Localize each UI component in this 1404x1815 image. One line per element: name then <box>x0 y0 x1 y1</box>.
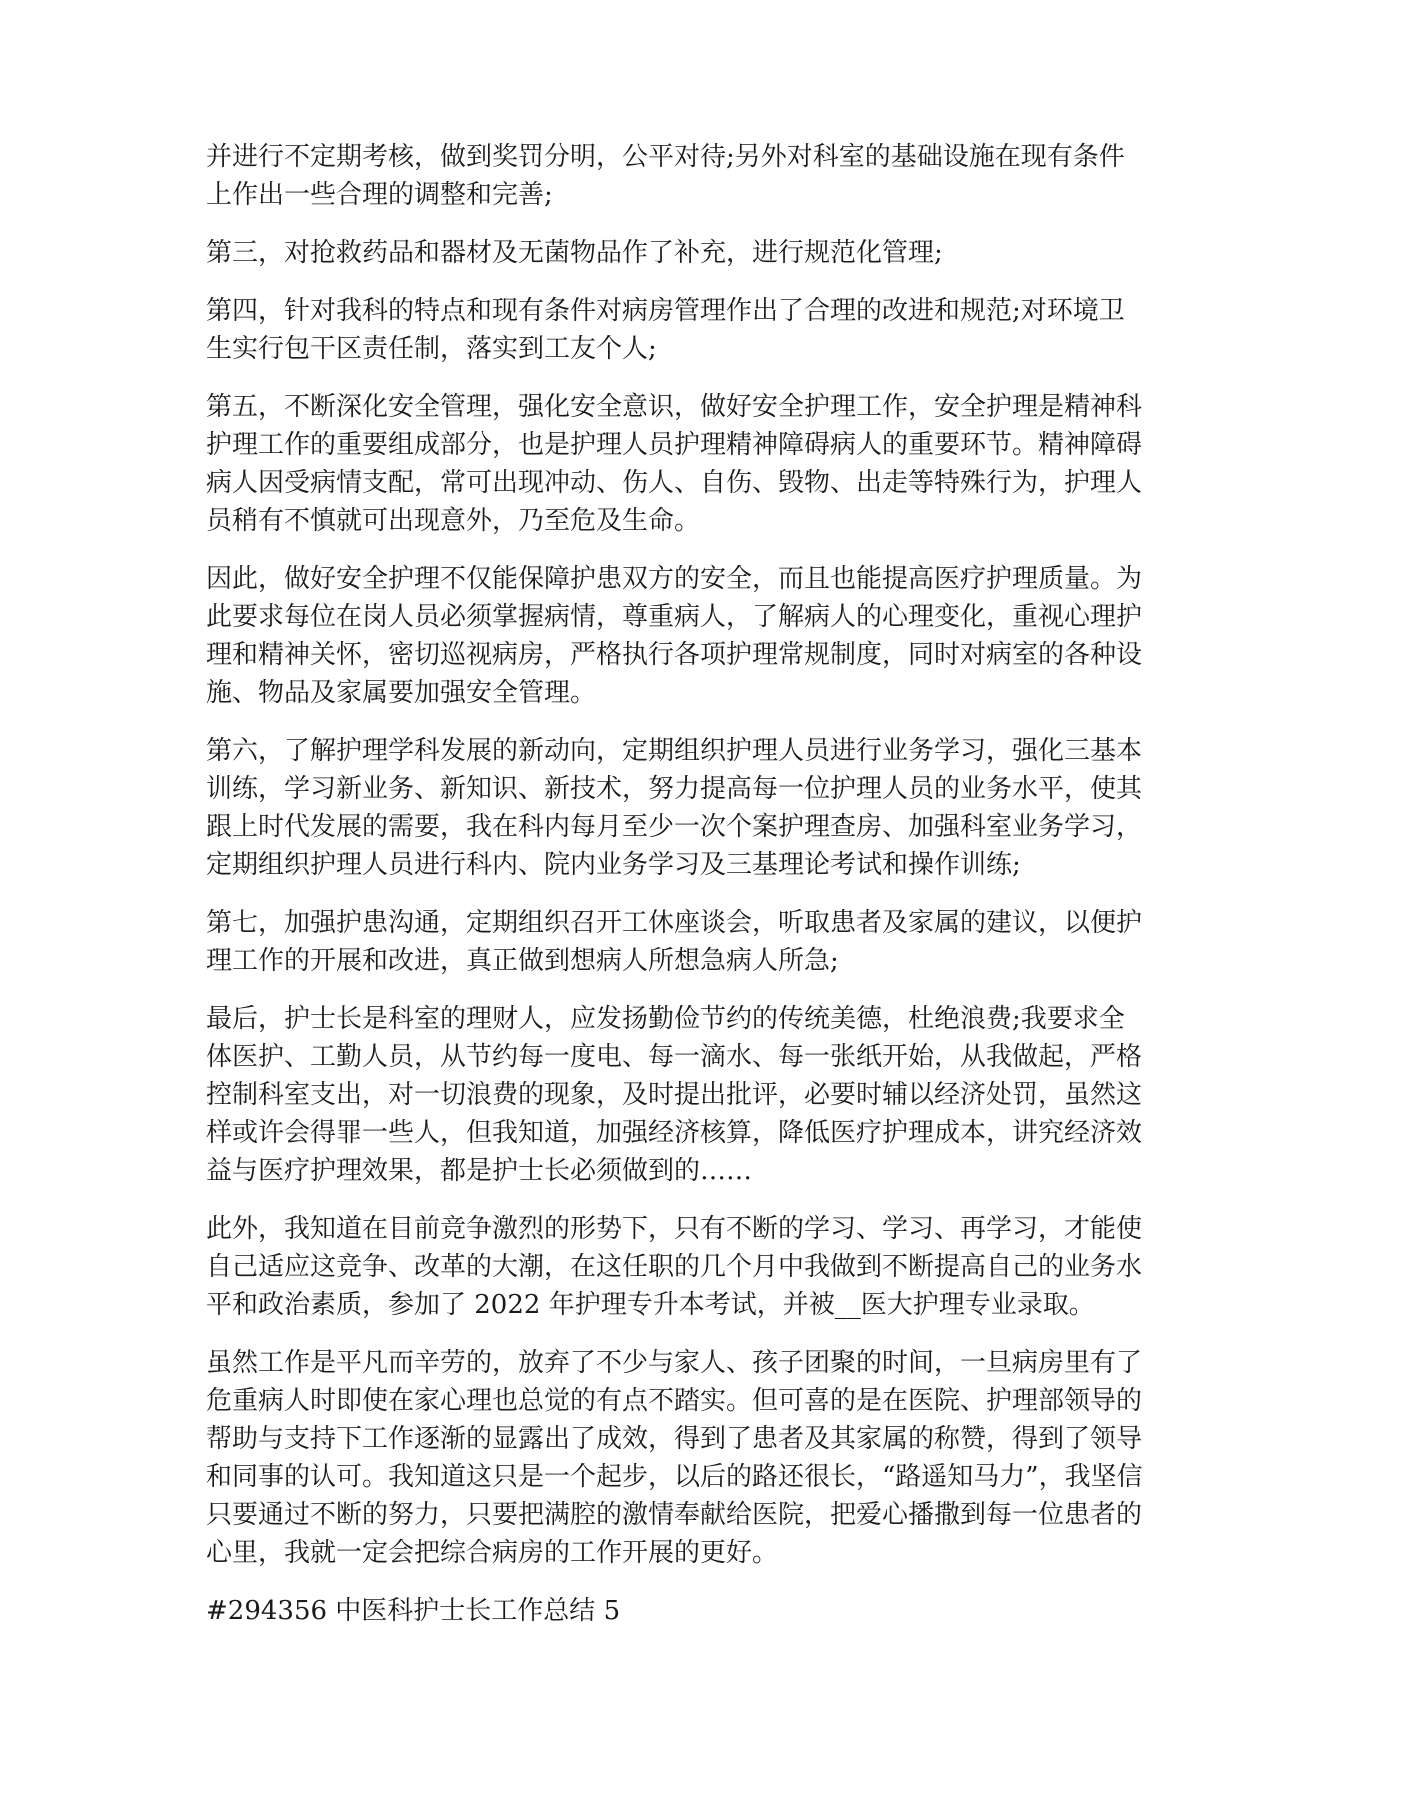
text-line: 只要通过不断的努力，只要把满腔的激情奉献给医院，把爱心播撒到每一位患者的 <box>206 1500 1143 1530</box>
paragraph-continuation <box>206 138 1206 214</box>
text-line: 体医护、工勤人员，从节约每一度电、每一滴水、每一张纸开始，从我做起，严格 <box>206 1042 1143 1072</box>
text-line: 平和政治素质，参加了 2022 年护理专升本考试，并被__医大护理专业录取。 <box>206 1290 1095 1320</box>
text-line: 第五，不断深化安全管理，强化安全意识，做好安全护理工作，安全护理是精神科 <box>206 392 1143 422</box>
text-line: 理和精神关怀，密切巡视病房，严格执行各项护理常规制度，同时对病室的各种设 <box>206 640 1143 670</box>
text-line: 危重病人时即使在家心理也总觉的有点不踏实。但可喜的是在医院、护理部领导的 <box>206 1386 1143 1416</box>
text-line: 训练，学习新业务、新知识、新技术，努力提高每一位护理人员的业务水平，使其 <box>206 774 1143 804</box>
text-line: 第七，加强护患沟通，定期组织召开工休座谈会，听取患者及家属的建议，以便护 <box>206 908 1143 938</box>
text-line: 帮助与支持下工作逐渐的显露出了成效，得到了患者及其家属的称赞，得到了领导 <box>206 1424 1143 1454</box>
text-line: 控制科室支出，对一切浪费的现象，及时提出批评，必要时辅以经济处罚，虽然这 <box>206 1080 1143 1110</box>
text-line: 虽然工作是平凡而辛劳的，放弃了不少与家人、孩子团聚的时间，一旦病房里有了 <box>206 1348 1143 1378</box>
paragraph-finally <box>206 1000 1206 1190</box>
text-line: 护理工作的重要组成部分，也是护理人员护理精神障碍病人的重要环节。精神障碍 <box>206 430 1143 460</box>
text-line: 上作出一些合理的调整和完善; <box>206 180 553 210</box>
text-line: 理工作的开展和改进，真正做到想病人所想急病人所急; <box>206 946 839 976</box>
document-body <box>206 138 1206 1650</box>
text-line: 第三，对抢救药品和器材及无菌物品作了补充，进行规范化管理; <box>206 238 943 268</box>
text-line: 生实行包干区责任制，落实到工友个人; <box>206 334 657 364</box>
text-line: 跟上时代发展的需要，我在科内每月至少一次个案护理查房、加强科室业务学习， <box>206 812 1143 842</box>
section-heading <box>206 1592 1206 1630</box>
text-line: 心里，我就一定会把综合病房的工作开展的更好。 <box>206 1538 779 1568</box>
text-line: #294356 中医科护士长工作总结 5 <box>206 1596 621 1626</box>
text-line: 样或许会得罪一些人，但我知道，加强经济核算，降低医疗护理成本，讲究经济效 <box>206 1118 1143 1148</box>
text-line: 此要求每位在岗人员必须掌握病情，尊重病人，了解病人的心理变化，重视心理护 <box>206 602 1143 632</box>
text-line: 自己适应这竞争、改革的大潮，在这任职的几个月中我做到不断提高自己的业务水 <box>206 1252 1143 1282</box>
paragraph-seventh <box>206 904 1206 980</box>
paragraph-sixth <box>206 732 1206 884</box>
text-line: 第六，了解护理学科发展的新动向，定期组织护理人员进行业务学习，强化三基本 <box>206 736 1143 766</box>
paragraph-fifth <box>206 388 1206 540</box>
text-line: 最后，护士长是科室的理财人，应发扬勤俭节约的传统美德，杜绝浪费;我要求全 <box>206 1004 1125 1034</box>
text-line: 并进行不定期考核，做到奖罚分明，公平对待;另外对科室的基础设施在现有条件 <box>206 142 1125 172</box>
text-line: 病人因受病情支配，常可出现冲动、伤人、自伤、毁物、出走等特殊行为，护理人 <box>206 468 1143 498</box>
paragraph-fourth <box>206 292 1206 368</box>
text-line: 因此，做好安全护理不仅能保障护患双方的安全，而且也能提高医疗护理质量。为 <box>206 564 1143 594</box>
text-line: 员稍有不慎就可出现意外，乃至危及生命。 <box>206 506 701 536</box>
text-line: 定期组织护理人员进行科内、院内业务学习及三基理论考试和操作训练; <box>206 850 1021 880</box>
text-line: 施、物品及家属要加强安全管理。 <box>206 678 597 708</box>
text-line: 此外，我知道在目前竞争激烈的形势下，只有不断的学习、学习、再学习，才能使 <box>206 1214 1143 1244</box>
text-line: 和同事的认可。我知道这只是一个起步，以后的路还很长，“路遥知马力”，我坚信 <box>206 1462 1143 1492</box>
text-line: 益与医疗护理效果，都是护士长必须做到的…… <box>206 1156 753 1186</box>
text-line: 第四，针对我科的特点和现有条件对病房管理作出了合理的改进和规范;对环境卫 <box>206 296 1125 326</box>
paragraph-besides <box>206 1210 1206 1324</box>
paragraph-conclusion <box>206 1344 1206 1572</box>
paragraph-therefore <box>206 560 1206 712</box>
paragraph-third <box>206 234 1206 272</box>
